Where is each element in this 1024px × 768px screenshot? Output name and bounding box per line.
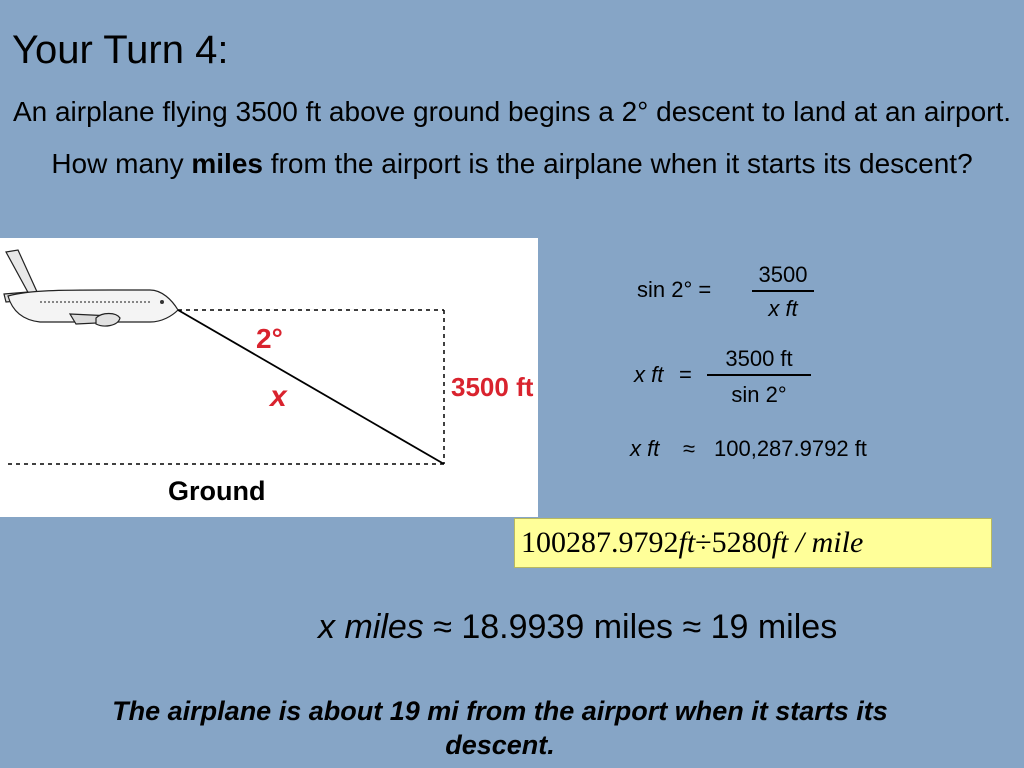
result-values: ≈ 18.9939 miles ≈ 19 miles xyxy=(423,608,838,646)
eq1-fraction-bar xyxy=(752,290,814,292)
eq2-numerator: 3500 ft xyxy=(725,346,793,371)
result-var: x miles xyxy=(318,608,424,646)
eq3-value: 100,287.9792 ft xyxy=(714,436,867,461)
eq2-equals: = xyxy=(679,362,692,387)
conv-unit-1: ft xyxy=(678,526,696,559)
descent-line xyxy=(178,310,444,464)
problem-statement xyxy=(0,86,1024,190)
conv-number-1: 100287.9792 xyxy=(521,526,679,559)
airplane-icon xyxy=(4,250,178,326)
eq1-denominator: x ft xyxy=(768,296,798,321)
ground-label: Ground xyxy=(168,476,266,506)
eq3-var: x ft xyxy=(630,436,660,461)
conversion-box xyxy=(514,518,992,568)
problem-text-part2: from the airport is the airplane when it starts its descent? xyxy=(262,148,973,179)
eq2-lhs-var: x ft xyxy=(634,362,664,387)
eq1-lhs: sin 2° = xyxy=(637,277,712,302)
descent-diagram-svg xyxy=(0,238,538,517)
result-line xyxy=(318,608,837,647)
angle-label: 2° xyxy=(256,323,283,354)
eq2-fraction-bar xyxy=(707,374,811,376)
height-label: 3500 ft xyxy=(451,372,534,402)
slide-title: Your Turn 4: xyxy=(12,28,229,72)
eq1-numerator: 3500 xyxy=(758,262,808,287)
problem-text-bold: miles xyxy=(191,148,263,179)
eq3-approx: ≈ xyxy=(683,436,696,461)
descent-diagram xyxy=(0,238,538,517)
conv-divide: ÷ xyxy=(695,526,712,559)
conclusion-text: The airplane is about 19 mi from the airport when it starts its descent. xyxy=(112,696,888,760)
problem-text-part1: An airplane flying 3500 ft above ground begins a 2° descent to land at an airport. How many xyxy=(12,96,1012,179)
eq2-denominator: sin 2° xyxy=(731,382,787,407)
conv-number-2: 5280 xyxy=(711,526,772,559)
side-x-label: x xyxy=(270,380,287,413)
conv-unit-2: ft / mile xyxy=(771,526,864,559)
